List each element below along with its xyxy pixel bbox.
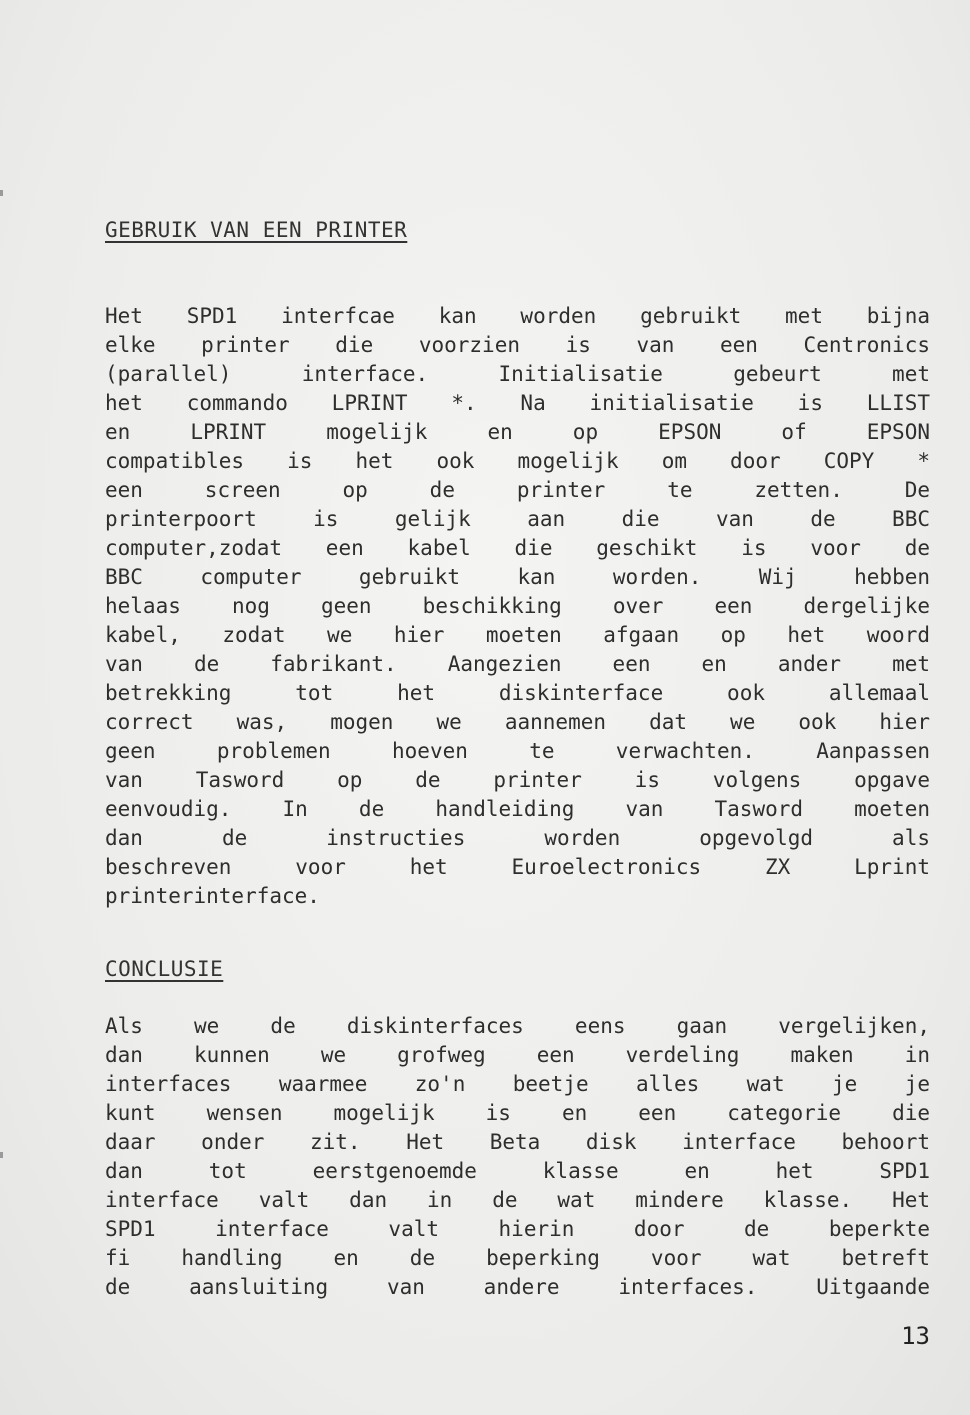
text-line: interfaces waarmee zo'n beetje alles wat je je xyxy=(105,1072,930,1096)
text-line: beschreven voor het Euroelectronics ZX Lprint xyxy=(105,855,930,879)
text-line: van de fabrikant. Aangezien een en ander met xyxy=(105,652,930,676)
text-line: het commando LPRINT *. Na initialisatie is LLIST xyxy=(105,391,930,415)
text-line: elke printer die voorzien is van een Centronics xyxy=(105,333,930,357)
text-line: kunt wensen mogelijk is en een categorie die xyxy=(105,1101,930,1125)
section-heading-printer: GEBRUIK VAN EEN PRINTER xyxy=(105,218,408,242)
text-line: een screen op de printer te zetten. De xyxy=(105,478,930,502)
scan-edge-mark xyxy=(0,1152,3,1158)
section-body-conclusie xyxy=(105,1012,930,1302)
text-line: kabel, zodat we hier moeten afgaan op het woord xyxy=(105,623,930,647)
text-line: correct was, mogen we aannemen dat we ook hier xyxy=(105,710,930,734)
text-line: en LPRINT mogelijk en op EPSON of EPSON xyxy=(105,420,930,444)
text-line: Als we de diskinterfaces eens gaan vergelijken, xyxy=(105,1014,930,1038)
text-line: BBC computer gebruikt kan worden. Wij hebben xyxy=(105,565,930,589)
page-number: 13 xyxy=(901,1322,930,1350)
text-line: geen problemen hoeven te verwachten. Aanpassen xyxy=(105,739,930,763)
text-line: dan kunnen we grofweg een verdeling maken in xyxy=(105,1043,930,1067)
text-line: betrekking tot het diskinterface ook allemaal xyxy=(105,681,930,705)
text-line: interface valt dan in de wat mindere klasse. Het xyxy=(105,1188,930,1212)
text-line: van Tasword op de printer is volgens opgave xyxy=(105,768,930,792)
text-line: Het SPD1 interfcae kan worden gebruikt met bijna xyxy=(105,304,930,328)
text-line: (parallel) interface. Initialisatie gebeurt met xyxy=(105,362,930,386)
scan-edge-mark xyxy=(0,190,3,196)
text-line: SPD1 interface valt hierin door de beperkte xyxy=(105,1217,930,1241)
text-line: eenvoudig. In de handleiding van Tasword moeten xyxy=(105,797,930,821)
text-line: dan de instructies worden opgevolgd als xyxy=(105,826,930,850)
text-line: helaas nog geen beschikking over een dergelijke xyxy=(105,594,930,618)
text-line: compatibles is het ook mogelijk om door COPY * xyxy=(105,449,930,473)
text-line: de aansluiting van andere interfaces. Uitgaande xyxy=(105,1275,930,1299)
text-line: printerinterface. xyxy=(105,884,320,908)
text-line: printerpoort is gelijk aan die van de BBC xyxy=(105,507,930,531)
text-line: daar onder zit. Het Beta disk interface behoort xyxy=(105,1130,930,1154)
text-line: dan tot eerstgenoemde klasse en het SPD1 xyxy=(105,1159,930,1183)
text-line: fi handling en de beperking voor wat betreft xyxy=(105,1246,930,1270)
section-heading-conclusie: CONCLUSIE xyxy=(105,957,224,981)
section-body-printer xyxy=(105,302,930,911)
text-line: computer,zodat een kabel die geschikt is voor de xyxy=(105,536,930,560)
